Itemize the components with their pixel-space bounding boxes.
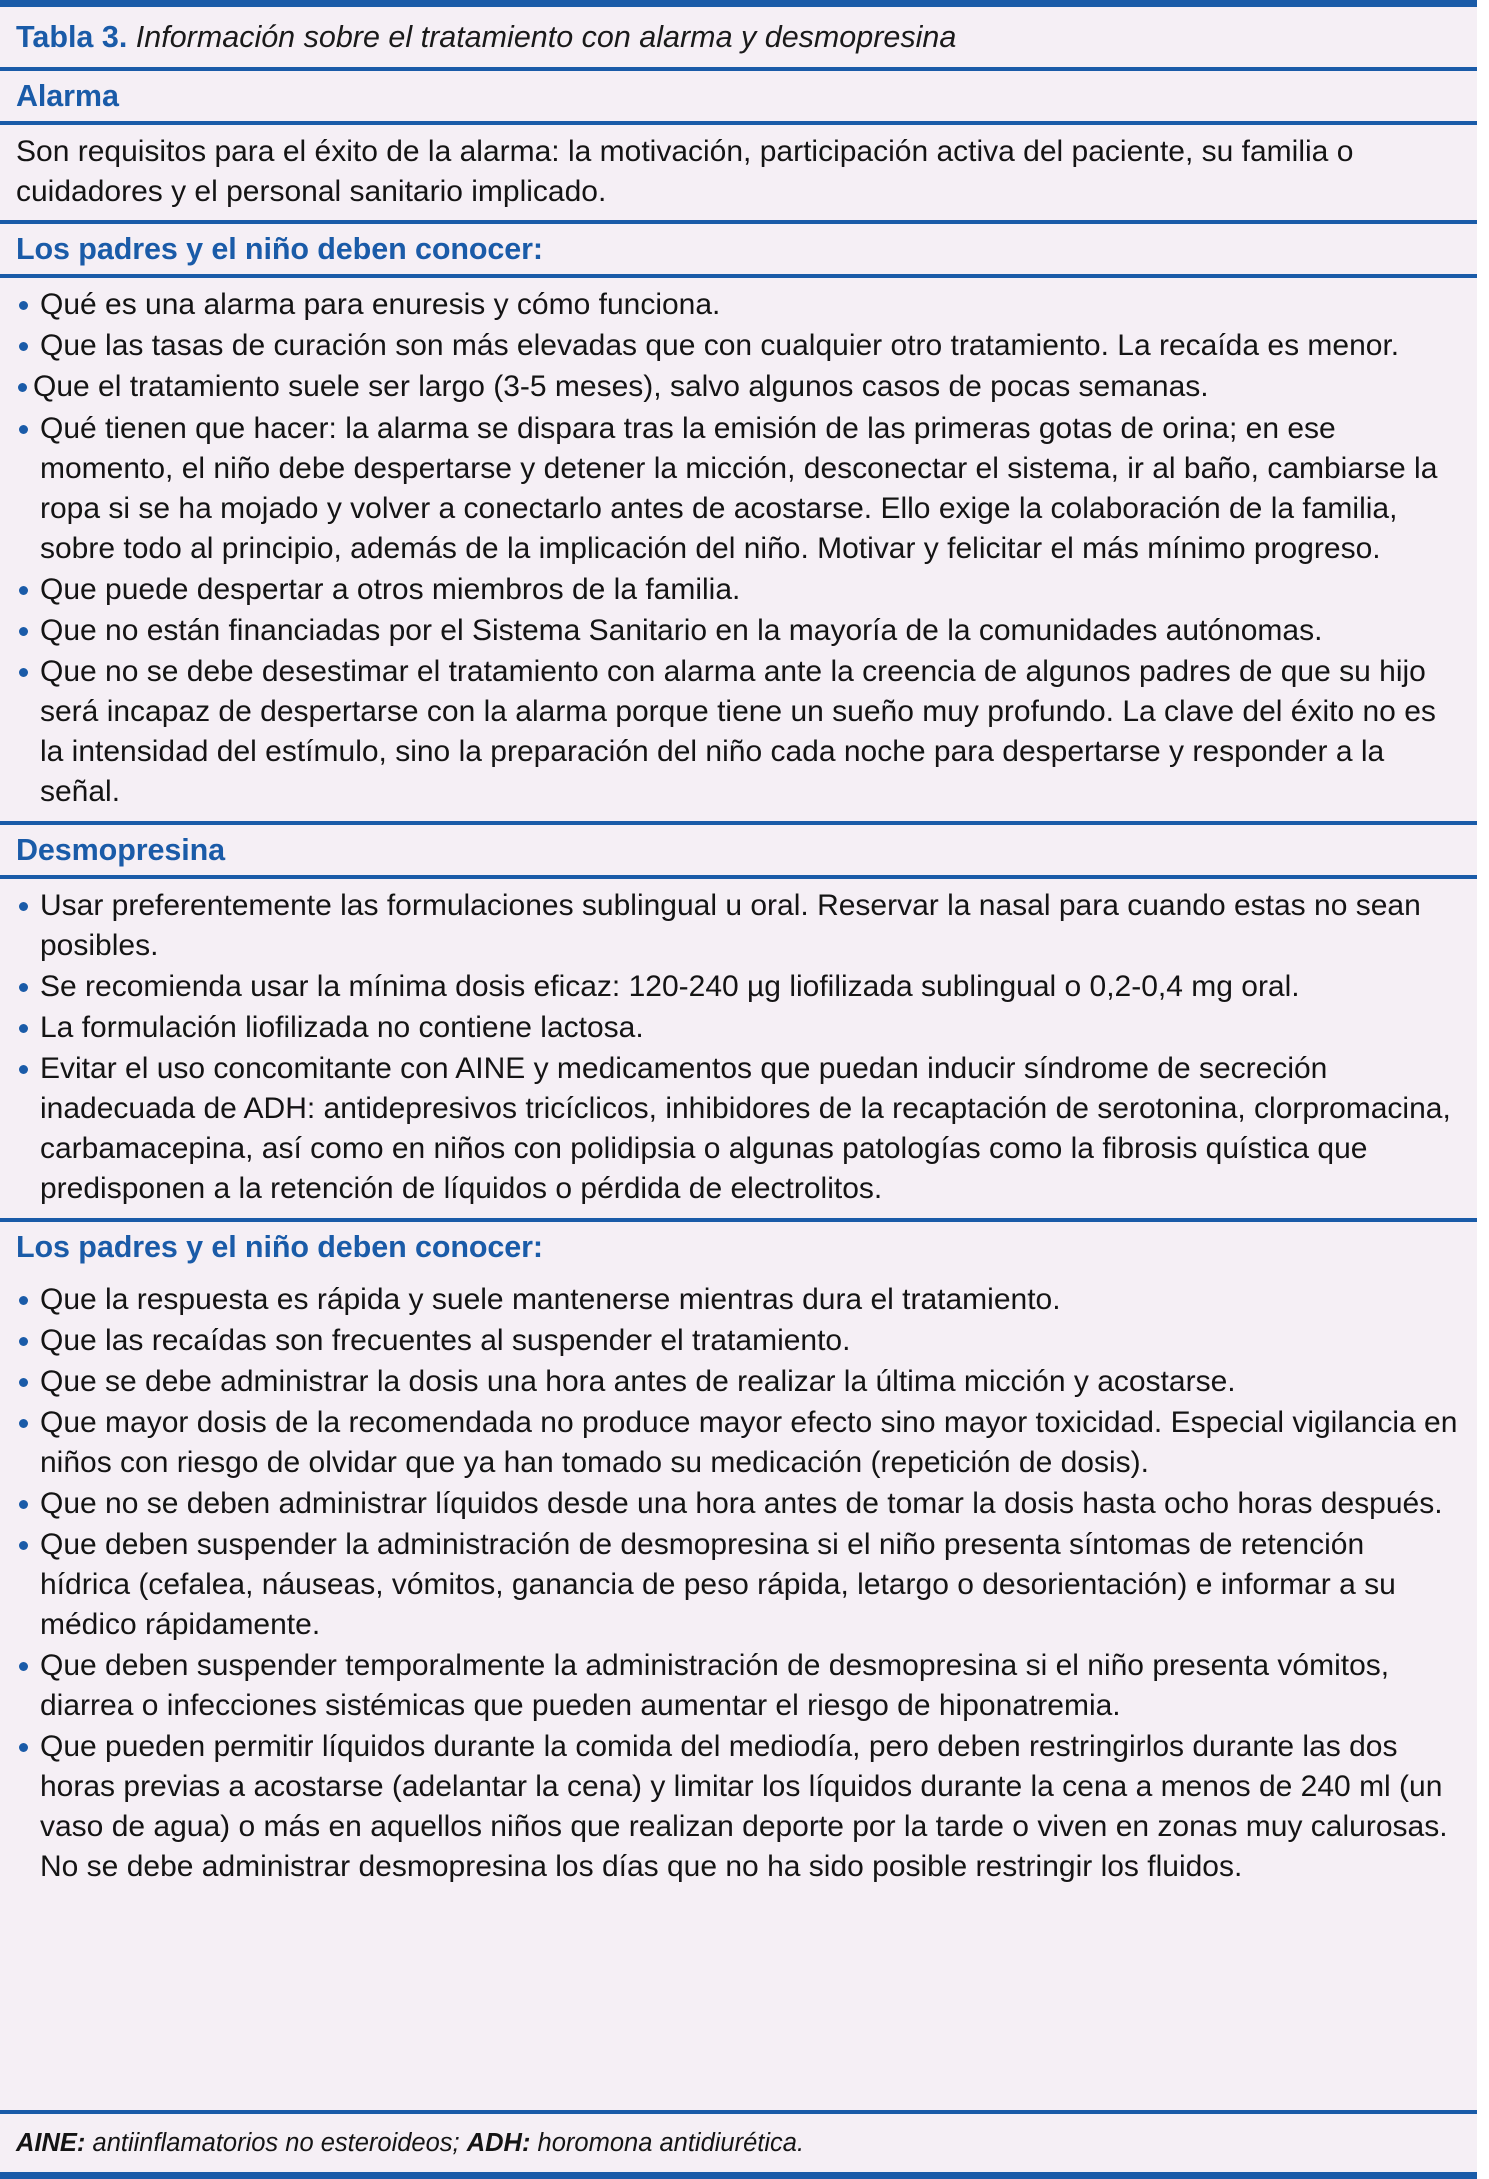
list-item: Que las tasas de curación son más elevadas que con cualquier otro tratamiento. La recaída es menor. bbox=[16, 326, 1459, 366]
table-footnote bbox=[0, 2110, 1477, 2172]
list-item: Que el tratamiento suele ser largo (3-5 meses), salvo algunos casos de pocas semanas. bbox=[16, 367, 1459, 407]
list-item: Que mayor dosis de la recomendada no produce mayor efecto sino mayor toxicidad. Especial vigilancia en niños con riesgo de olvidar que ya han tomado su medicación (repetición de dosis). bbox=[16, 1403, 1459, 1483]
list-item: Que deben suspender la administración de desmopresina si el niño presenta síntomas de retención hídrica (cefalea, náuseas, vómitos, ganancia de peso rápida, letargo o desorientación) e informar a su médico rápidamente. bbox=[16, 1525, 1459, 1645]
list-item: Que pueden permitir líquidos durante la comida del mediodía, pero deben restringirlos durante las dos horas previas a acostarse (adelantar la cena) y limitar los líquidos durante la cena a menos de 240 ml (un vaso de agua) o más en aquellos niños que realizan deporte por la tarde o viven en zonas muy calurosas. No se debe administrar desmopresina los días que no ha sido posible restringir los fluidos. bbox=[16, 1727, 1459, 1887]
section-heading-text: Los padres y el niño deben conocer: bbox=[16, 232, 543, 267]
footnote-abbr-aine: AINE: bbox=[16, 2128, 86, 2157]
list-item: Qué tienen que hacer: la alarma se dispara tras la emisión de las primeras gotas de orina; en ese momento, el niño debe despertarse y detener la micción, desconectar el sistema, ir al baño, cambiarse la ropa si se ha mojado y volver a conectarlo antes de acostarse. Ello exige la colaboración de la familia, sobre todo al principio, además de la implicación del niño. Motivar y felicitar el más mínimo progreso. bbox=[16, 409, 1459, 569]
section-heading-text: Los padres y el niño deben conocer: bbox=[16, 1230, 543, 1265]
bullet-list-padres-desmopresina bbox=[16, 1280, 1459, 1888]
list-item: Qué es una alarma para enuresis y cómo funciona. bbox=[16, 285, 1459, 325]
list-item: La formulación liofilizada no contiene lactosa. bbox=[16, 1008, 1459, 1048]
table-caption bbox=[0, 7, 1477, 67]
list-item: Que deben suspender temporalmente la administración de desmopresina si el niño presenta vómitos, diarrea o infecciones sistémicas que pueden aumentar el riesgo de hiponatremia. bbox=[16, 1646, 1459, 1726]
section-heading-text: Alarma bbox=[16, 79, 119, 114]
section-heading-padres-alarma bbox=[0, 220, 1477, 274]
list-item: Que no se debe desestimar el tratamiento con alarma ante la creencia de algunos padres de que su hijo será incapaz de despertarse con la alarma porque tiene un sueño muy profundo. La clave del éxito no es la intensidad del estímulo, sino la preparación del niño cada noche para despertarse y responder a la señal. bbox=[16, 652, 1459, 812]
list-item: Usar preferentemente las formulaciones sublingual u oral. Reservar la nasal para cuando estas no sean posibles. bbox=[16, 886, 1459, 966]
table-caption-title: Información sobre el tratamiento con alarma y desmopresina bbox=[135, 20, 957, 54]
section-heading-desmopresina bbox=[0, 821, 1477, 875]
filler-space bbox=[0, 1896, 1477, 2110]
section-body-alarma bbox=[0, 121, 1477, 220]
bullet-list-padres-alarma bbox=[16, 285, 1459, 812]
list-item: Se recomienda usar la mínima dosis eficaz: 120-240 µg liofilizada sublingual o 0,2-0,4 mg oral. bbox=[16, 967, 1459, 1007]
list-item: Que se debe administrar la dosis una hora antes de realizar la última micción y acostarse. bbox=[16, 1362, 1459, 1402]
list-item: Evitar el uso concomitante con AINE y medicamentos que puedan inducir síndrome de secreción inadecuada de ADH: antidepresivos tricíclicos, inhibidores de la recaptación de serotonina, clorpromacina, carbamacepina, así como en niños con polidipsia o algunas patologías como la fibrosis quística que predisponen a la retención de líquidos o pérdida de electrolitos. bbox=[16, 1049, 1459, 1209]
list-item: Que las recaídas son frecuentes al suspender el tratamiento. bbox=[16, 1321, 1459, 1361]
list-item: Que la respuesta es rápida y suele mantenerse mientras dura el tratamiento. bbox=[16, 1280, 1459, 1320]
footnote-text-adh: horomona antidiurética. bbox=[530, 2128, 805, 2157]
section-body-desmopresina bbox=[0, 875, 1477, 1218]
footnote-text-aine: antiinflamatorios no esteroideos; bbox=[85, 2128, 467, 2157]
bullet-list-desmopresina bbox=[16, 886, 1459, 1209]
section-heading-alarma bbox=[0, 67, 1477, 121]
footnote-abbr-adh: ADH: bbox=[466, 2128, 531, 2157]
section-heading-padres-desmopresina bbox=[0, 1218, 1477, 1272]
list-item: Que no están financiadas por el Sistema Sanitario en la mayoría de la comunidades autónomas. bbox=[16, 611, 1459, 651]
section-heading-text: Desmopresina bbox=[16, 832, 225, 867]
alarma-intro-paragraph: Son requisitos para el éxito de la alarma: la motivación, participación activa del paciente, su familia o cuidadores y el personal sanitario implicado. bbox=[16, 135, 1354, 209]
section-body-padres-desmopresina bbox=[0, 1273, 1477, 1897]
list-item: Que puede despertar a otros miembros de la familia. bbox=[16, 570, 1459, 610]
table-caption-label: Tabla 3. bbox=[16, 20, 128, 54]
list-item: Que no se deben administrar líquidos desde una hora antes de tomar la dosis hasta ocho horas después. bbox=[16, 1484, 1459, 1524]
section-body-padres-alarma bbox=[0, 274, 1477, 821]
